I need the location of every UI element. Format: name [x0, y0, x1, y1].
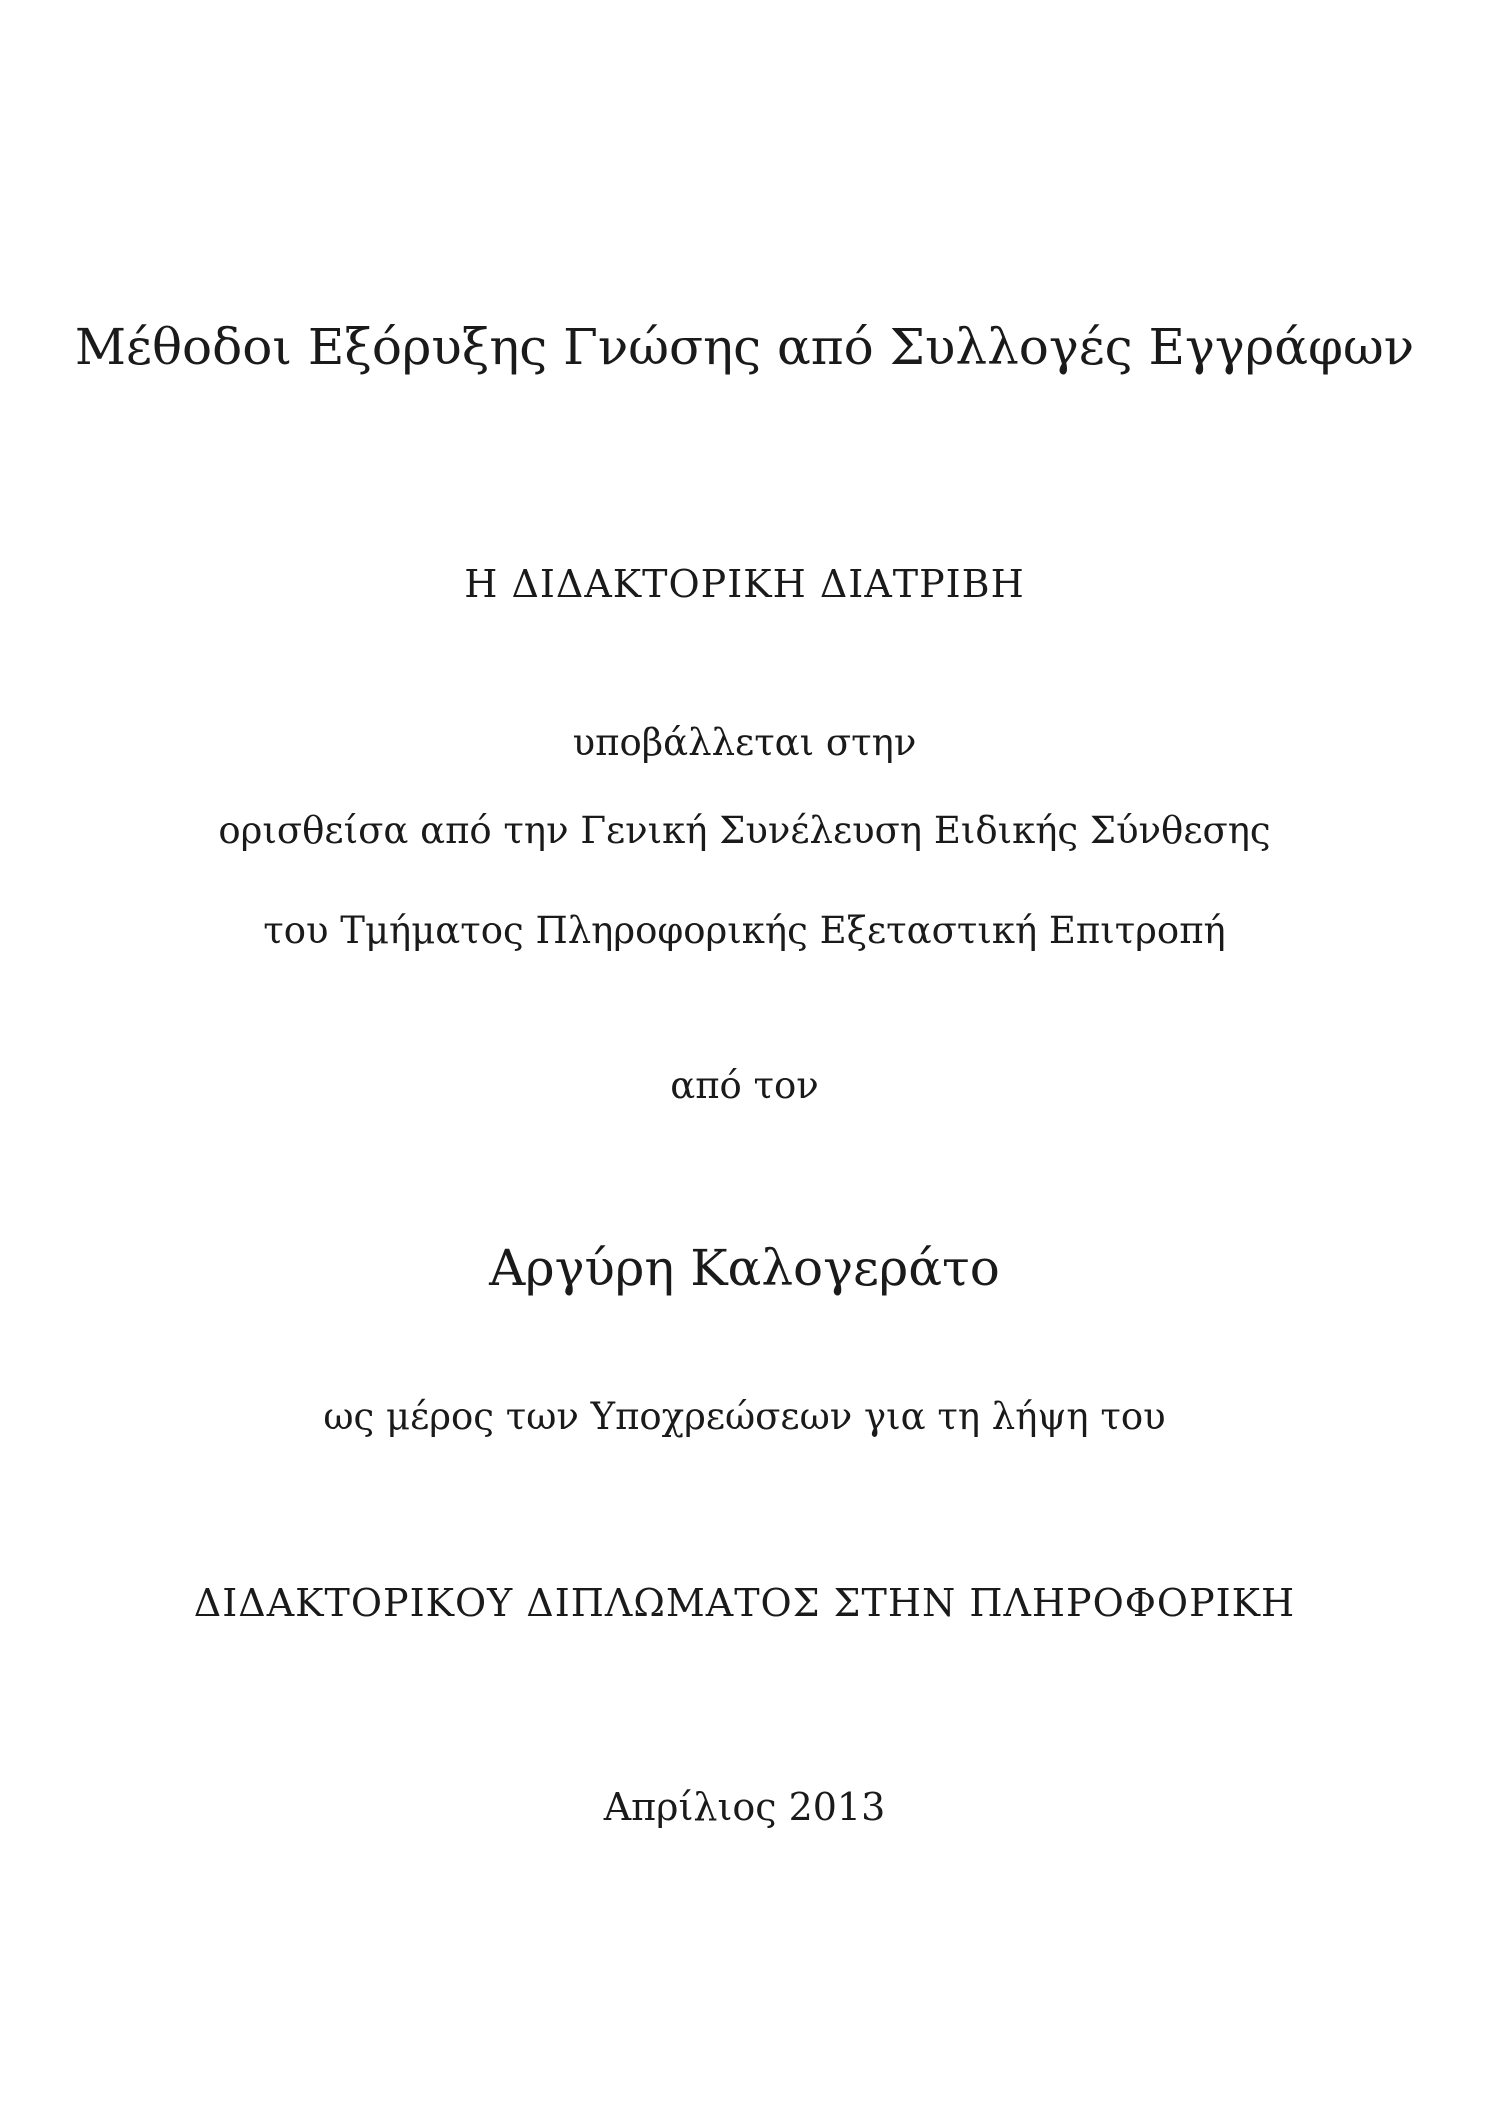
thesis-title: Μέθοδοι Εξόρυξης Γνώσης από Συλλογές Εγγράφων: [74, 318, 1415, 376]
degree-heading: ΔΙΔΑΚΤΟΡΙΚΟΥ ΔΙΠΛΩΜΑΤΟΣ ΣΤΗΝ ΠΛΗΡΟΦΟΡΙΚΗ: [193, 1581, 1296, 1625]
submitted-to-text: υποβάλλεται στην: [572, 721, 917, 764]
requirement-text: ως μέρος των Υποχρεώσεων για τη λήψη του: [323, 1395, 1166, 1438]
thesis-type-heading: Η ΔΙΔΑΚΤΟΡΙΚΗ ΔΙΑΤΡΙΒΗ: [464, 562, 1025, 606]
by-text: από τον: [670, 1064, 819, 1107]
committee-line-2: του Τμήματος Πληροφορικής Εξεταστική Επιτροπή: [263, 909, 1226, 952]
submission-date: Απρίλιος 2013: [603, 1785, 886, 1829]
author-name: Αργύρη Καλογεράτο: [489, 1239, 1000, 1297]
committee-line-1: ορισθείσα από την Γενική Συνέλευση Ειδικής Σύνθεσης: [218, 809, 1271, 852]
